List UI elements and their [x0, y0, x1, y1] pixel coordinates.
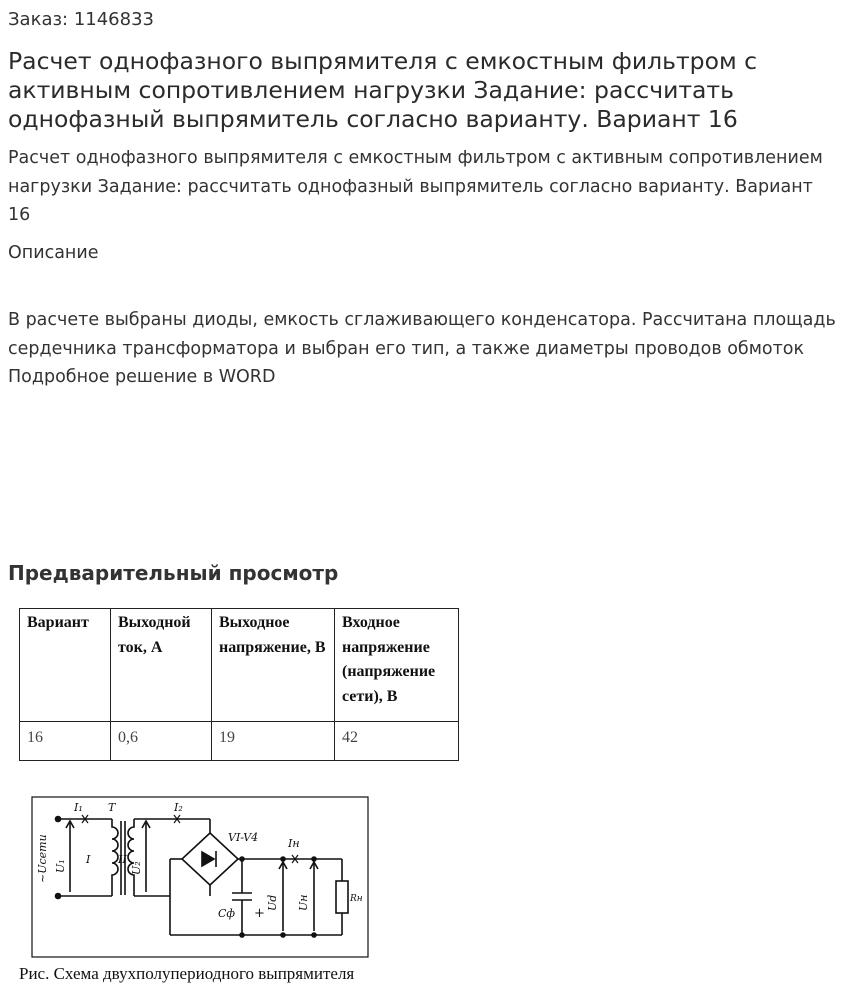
order-number: Заказ: 1146833: [8, 9, 154, 30]
description-body: [8, 306, 838, 392]
header-output-current: Выходной ток, А: [111, 609, 212, 722]
label-source: ~Uсети: [36, 834, 49, 883]
description-text: В расчете выбраны диоды, емкость сглаживающего конденсатора. Рассчитана площадь сердечника трансформатора и выбран его тип, а также диаметры проводов обмоток: [8, 310, 836, 359]
header-output-voltage: Выходное напряжение, В: [212, 609, 335, 722]
table-header-row: [20, 609, 459, 722]
label-ud: Ud: [266, 894, 279, 911]
label-u2: U₂: [130, 861, 143, 875]
label-winding2: II: [118, 853, 127, 866]
schematic-caption: Рис. Схема двухполупериодного выпрямителя: [19, 964, 355, 983]
label-in: Iн: [288, 837, 300, 850]
label-t: T: [108, 801, 116, 814]
label-i1: I₁: [74, 801, 83, 814]
table-row: [20, 722, 459, 761]
cell-output-voltage: 19: [212, 722, 335, 761]
preview-heading: Предварительный просмотр: [8, 561, 339, 585]
description-note: Подробное решение в WORD: [8, 367, 276, 387]
description-heading: Описание: [8, 243, 99, 263]
label-plus: +: [254, 906, 265, 921]
label-i2: I₂: [174, 801, 183, 814]
label-un: Uн: [297, 894, 310, 911]
header-variant: Вариант: [20, 609, 111, 722]
label-cf: Cф: [218, 907, 236, 920]
label-winding1: I: [86, 853, 91, 866]
cell-variant: 16: [20, 722, 111, 761]
label-rn: Rн: [350, 894, 363, 904]
header-input-voltage: Входное напряжение (напряжение сети), В: [335, 609, 459, 722]
label-u1: U₁: [54, 859, 67, 873]
cell-input-voltage: 42: [335, 722, 459, 761]
page-subtitle: Расчет однофазного выпрямителя с емкостным фильтром с активным сопротивлением нагрузки Задание: рассчитать однофазный выпрямитель согласно варианту. Вариант 16: [8, 148, 823, 225]
rectifier-schematic: [30, 795, 370, 960]
page-title: Расчет однофазного выпрямителя с емкостным фильтром с активным сопротивлением нагрузки Задание: рассчитать однофазный выпрямитель согласно варианту. Вариант 16: [8, 47, 758, 133]
cell-output-current: 0,6: [111, 722, 212, 761]
variant-table: [19, 608, 459, 761]
label-diodes: VI-V4: [228, 831, 259, 844]
